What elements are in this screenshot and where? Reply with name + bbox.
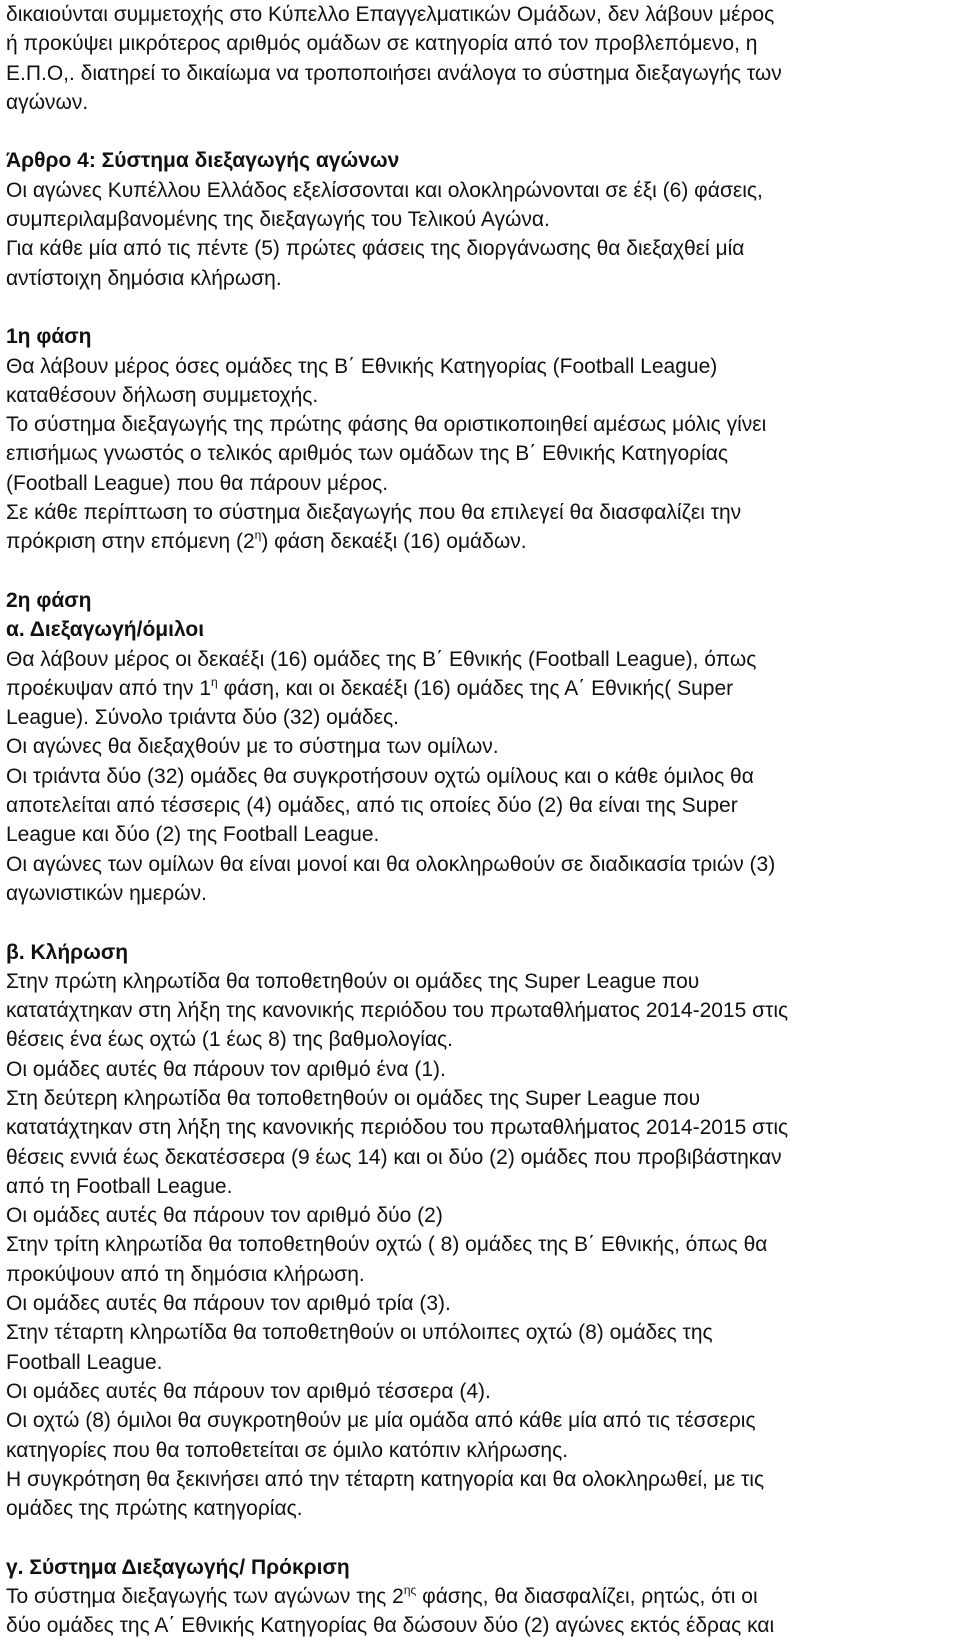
section-heading: Άρθρο 4: Σύστημα διεξαγωγής αγώνων [6,149,400,173]
text-line: ή προκύψει μικρότερος αριθμός ομάδων σε κατηγορία από τον προβλεπόμενο, η [6,32,758,56]
section-heading: γ. Σύστημα Διεξαγωγής/ Πρόκριση [6,1555,350,1579]
text-line: αποτελείται από τέσσερις (4) ομάδες, από τις οποίες δύο (2) θα είναι της Super [6,794,738,818]
text-line: καταθέσουν δήλωση συμμετοχής. [6,383,319,407]
superscript: η [211,674,218,689]
superscript: ης [403,1583,417,1598]
text-line [6,1582,960,1611]
text-line: Οι αγώνες θα διεξαχθούν με το σύστημα των ομίλων. [6,735,499,759]
text-segment: Το σύστημα διεξαγωγής των αγώνων της 2 [6,1585,404,1609]
text-segment: φάση, και οι δεκαέξι (16) ομάδες της Α΄ Εθνικής( Super [217,676,734,700]
text-line: (Football League) που θα πάρουν μέρος. [6,471,389,495]
text-line: συμπεριλαμβανομένης της διεξαγωγής του Τελικού Αγώνα. [6,208,550,232]
section-heading: 1η φάση [6,325,92,349]
text-line: κατατάχτηκαν στη λήξη της κανονικής περιόδου του πρωταθλήματος 2014-2015 στις [6,1116,789,1140]
text-segment: πρόκριση στην επόμενη (2 [6,530,255,554]
text-line: θέσεις εννιά έως δεκατέσσερα (9 έως 14) και οι δύο (2) ομάδες που προβιβάστηκαν [6,1145,782,1169]
text-line: Οι ομάδες αυτές θα πάρουν τον αριθμό τέσσερα (4). [6,1379,491,1403]
text-segment: προέκυψαν από την 1 [6,676,212,700]
text-line: Οι οχτώ (8) όμιλοι θα συγκροτηθούν με μία ομάδα από κάθε μία από τις τέσσερις [6,1409,756,1433]
text-line: League). Σύνολο τριάντα δύο (32) ομάδες. [6,706,399,730]
text-line: αγώνων. [6,90,89,114]
text-line: θέσεις ένα έως οχτώ (1 έως 8) της βαθμολογίας. [6,1028,453,1052]
text-line: Για κάθε μία από τις πέντε (5) πρώτες φάσεις της διοργάνωσης θα διεξαχθεί μία [6,237,745,261]
paragraph-spacer [6,557,960,586]
text-line: από τη Football League. [6,1174,233,1198]
text-line: Οι ομάδες αυτές θα πάρουν τον αριθμό τρία (3). [6,1292,451,1316]
text-line: Στην τέταρτη κληρωτίδα θα τοποθετηθούν οι υπόλοιπες οχτώ (8) ομάδες της [6,1321,713,1345]
text-line: Στην πρώτη κληρωτίδα θα τοποθετηθούν οι ομάδες της Super League που [6,969,700,993]
paragraph-spacer [6,908,960,937]
text-line: Οι αγώνες Κυπέλλου Ελλάδος εξελίσσονται και ολοκληρώνονται σε έξι (6) φάσεις, [6,178,763,202]
text-line: προκύψουν από τη δημόσια κλήρωση. [6,1262,365,1286]
text-line: Football League. [6,1350,163,1374]
text-line: δικαιούνται συμμετοχής στο Κύπελλο Επαγγελματικών Ομάδων, δεν λάβουν μέρος [6,3,775,26]
text-line: κατατάχτηκαν στη λήξη της κανονικής περιόδου του πρωταθλήματος 2014-2015 στις [6,999,789,1023]
section-heading: α. Διεξαγωγή/όμιλοι [6,618,205,642]
text-line [6,527,960,556]
superscript: η [254,528,262,543]
text-line: αντίστοιχη δημόσια κλήρωση. [6,266,282,290]
text-line: Στη δεύτερη κληρωτίδα θα τοποθετηθούν οι ομάδες της Super League που [6,1086,701,1110]
text-line: Θα λάβουν μέρος όσες ομάδες της Β΄ Εθνικής Κατηγορίας (Football League) [6,354,718,378]
text-segment: φάσης, θα διασφαλίζει, ρητώς, ότι οι [416,1585,758,1609]
text-line: Θα λάβουν μέρος οι δεκαέξι (16) ομάδες της Β΄ Εθνικής (Football League), όπως [6,647,757,671]
text-line: Στην τρίτη κληρωτίδα θα τοποθετηθούν οχτώ ( 8) ομάδες της Β΄ Εθνικής, όπως θα [6,1233,768,1257]
section-heading: β. Κλήρωση [6,940,129,964]
text-line: Οι τριάντα δύο (32) ομάδες θα συγκροτήσουν οχτώ ομίλους και ο κάθε όμιλος θα [6,764,754,788]
text-line: Οι ομάδες αυτές θα πάρουν τον αριθμό δύο (2) [6,1204,443,1228]
text-line: ομάδες της πρώτης κατηγορίας. [6,1497,303,1521]
text-line: Το σύστημα διεξαγωγής της πρώτης φάσης θα οριστικοποιηθεί αμέσως μόλις γίνει [6,413,767,437]
text-line: δύο ομάδες της Α΄ Εθνικής Κατηγορίας θα δώσουν δύο (2) αγώνες εκτός έδρας και [6,1614,775,1638]
text-line: League και δύο (2) της Football League. [6,823,380,847]
text-line: επισήμως γνωστός ο τελικός αριθμός των ομάδων της Β΄ Εθνικής Κατηγορίας [6,442,729,466]
paragraph-spacer [6,293,960,322]
paragraph-spacer [6,117,960,146]
text-line: Η συγκρότηση θα ξεκινήσει από την τέταρτη κατηγορία και θα ολοκληρωθεί, με τις [6,1467,765,1491]
text-line: αγωνιστικών ημερών. [6,881,207,905]
text-line: Οι αγώνες των ομίλων θα είναι μονοί και θα ολοκληρωθούν σε διαδικασία τριών (3) [6,852,776,876]
text-line: Σε κάθε περίπτωση το σύστημα διεξαγωγής που θα επιλεγεί θα διασφαλίζει την [6,501,742,525]
text-line [6,674,960,703]
text-line: κατηγορίες που θα τοποθετείται σε όμιλο κατόπιν κλήρωσης. [6,1438,569,1462]
text-line: Οι ομάδες αυτές θα πάρουν τον αριθμό ένα (1). [6,1057,446,1081]
text-line: Ε.Π.Ο,. διατηρεί το δικαίωμα να τροποποιήσει ανάλογα το σύστημα διεξαγωγής των [6,61,782,85]
paragraph-spacer [6,1523,960,1552]
section-heading: 2η φάση [6,588,92,612]
text-segment: ) φάση δεκαέξι (16) ομάδων. [261,530,527,554]
